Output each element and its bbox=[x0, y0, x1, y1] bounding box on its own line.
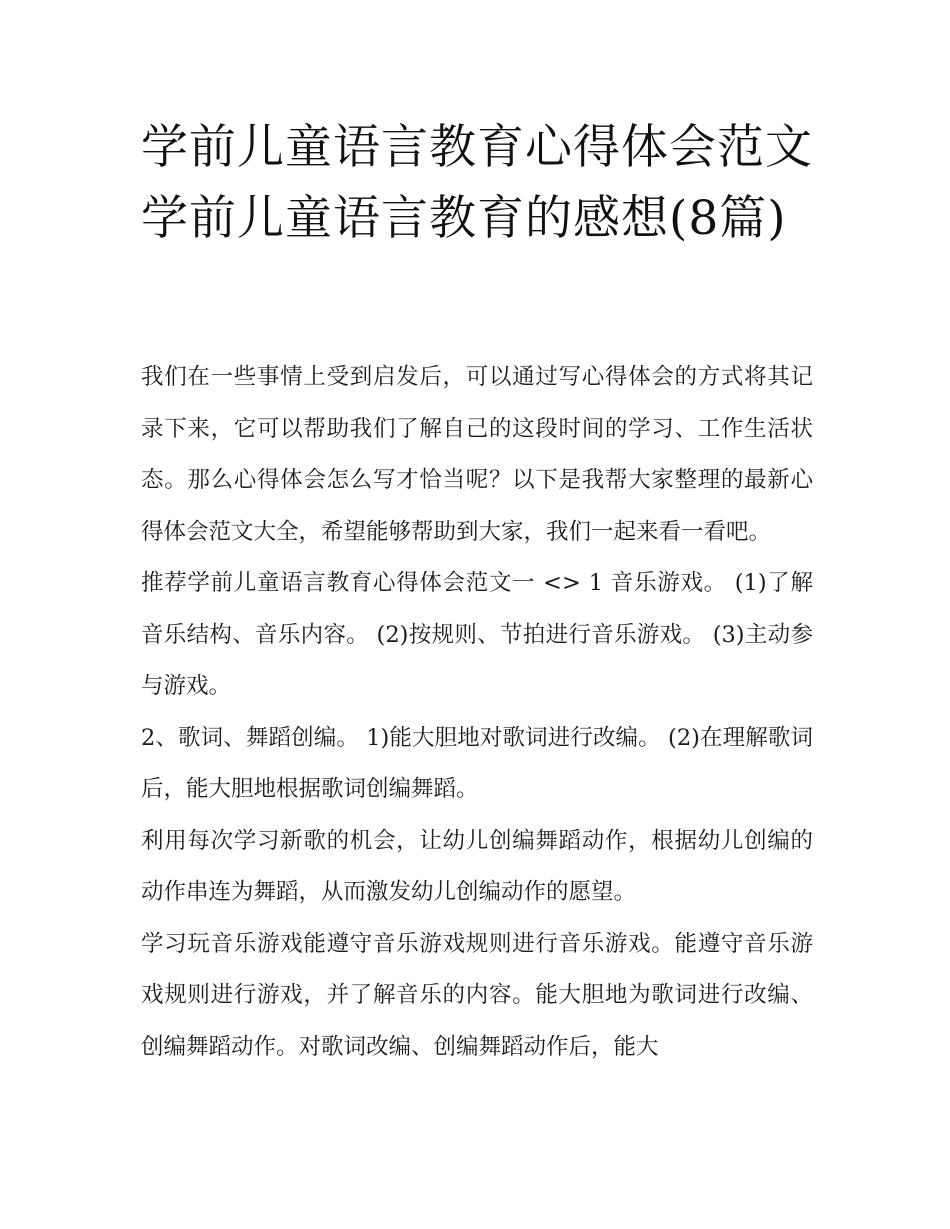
document-title: 学前儿童语言教育心得体会范文 学前儿童语言教育的感想(8篇) bbox=[141, 120, 813, 246]
paragraph-lyrics-dance: 2、歌词、舞蹈创编。 1)能大胆地对歌词进行改编。 (2)在理解歌词后，能大胆地根据歌词创编舞蹈。 bbox=[141, 724, 813, 802]
document-body bbox=[141, 352, 813, 1073]
intro-paragraph: 我们在一些事情上受到启发后，可以通过写心得体会的方式将其记录下来，它可以帮助我们了解自己的这段时间的学习、工作生活状态。那么心得体会怎么写才恰当呢？以下是我帮大家整理的最新心得体会范文大全，希望能够帮助到大家，我们一起来看一看吧。 bbox=[141, 364, 813, 545]
paragraph-music-game: 推荐学前儿童语言教育心得体会范文一 <> 1 音乐游戏。 (1)了解音乐结构、音乐内容。 (2)按规则、节拍进行音乐游戏。 (3)主动参与游戏。 bbox=[141, 570, 813, 699]
paragraph-game-rules: 学习玩音乐游戏能遵守音乐游戏规则进行音乐游戏。能遵守音乐游戏规则进行游戏，并了解音乐的内容。能大胆地为歌词进行改编、创编舞蹈动作。对歌词改编、创编舞蹈动作后，能大 bbox=[141, 930, 813, 1060]
paragraph-new-song: 利用每次学习新歌的机会，让幼儿创编舞蹈动作，根据幼儿创编的动作串连为舞蹈，从而激发幼儿创编动作的愿望。 bbox=[141, 827, 813, 905]
